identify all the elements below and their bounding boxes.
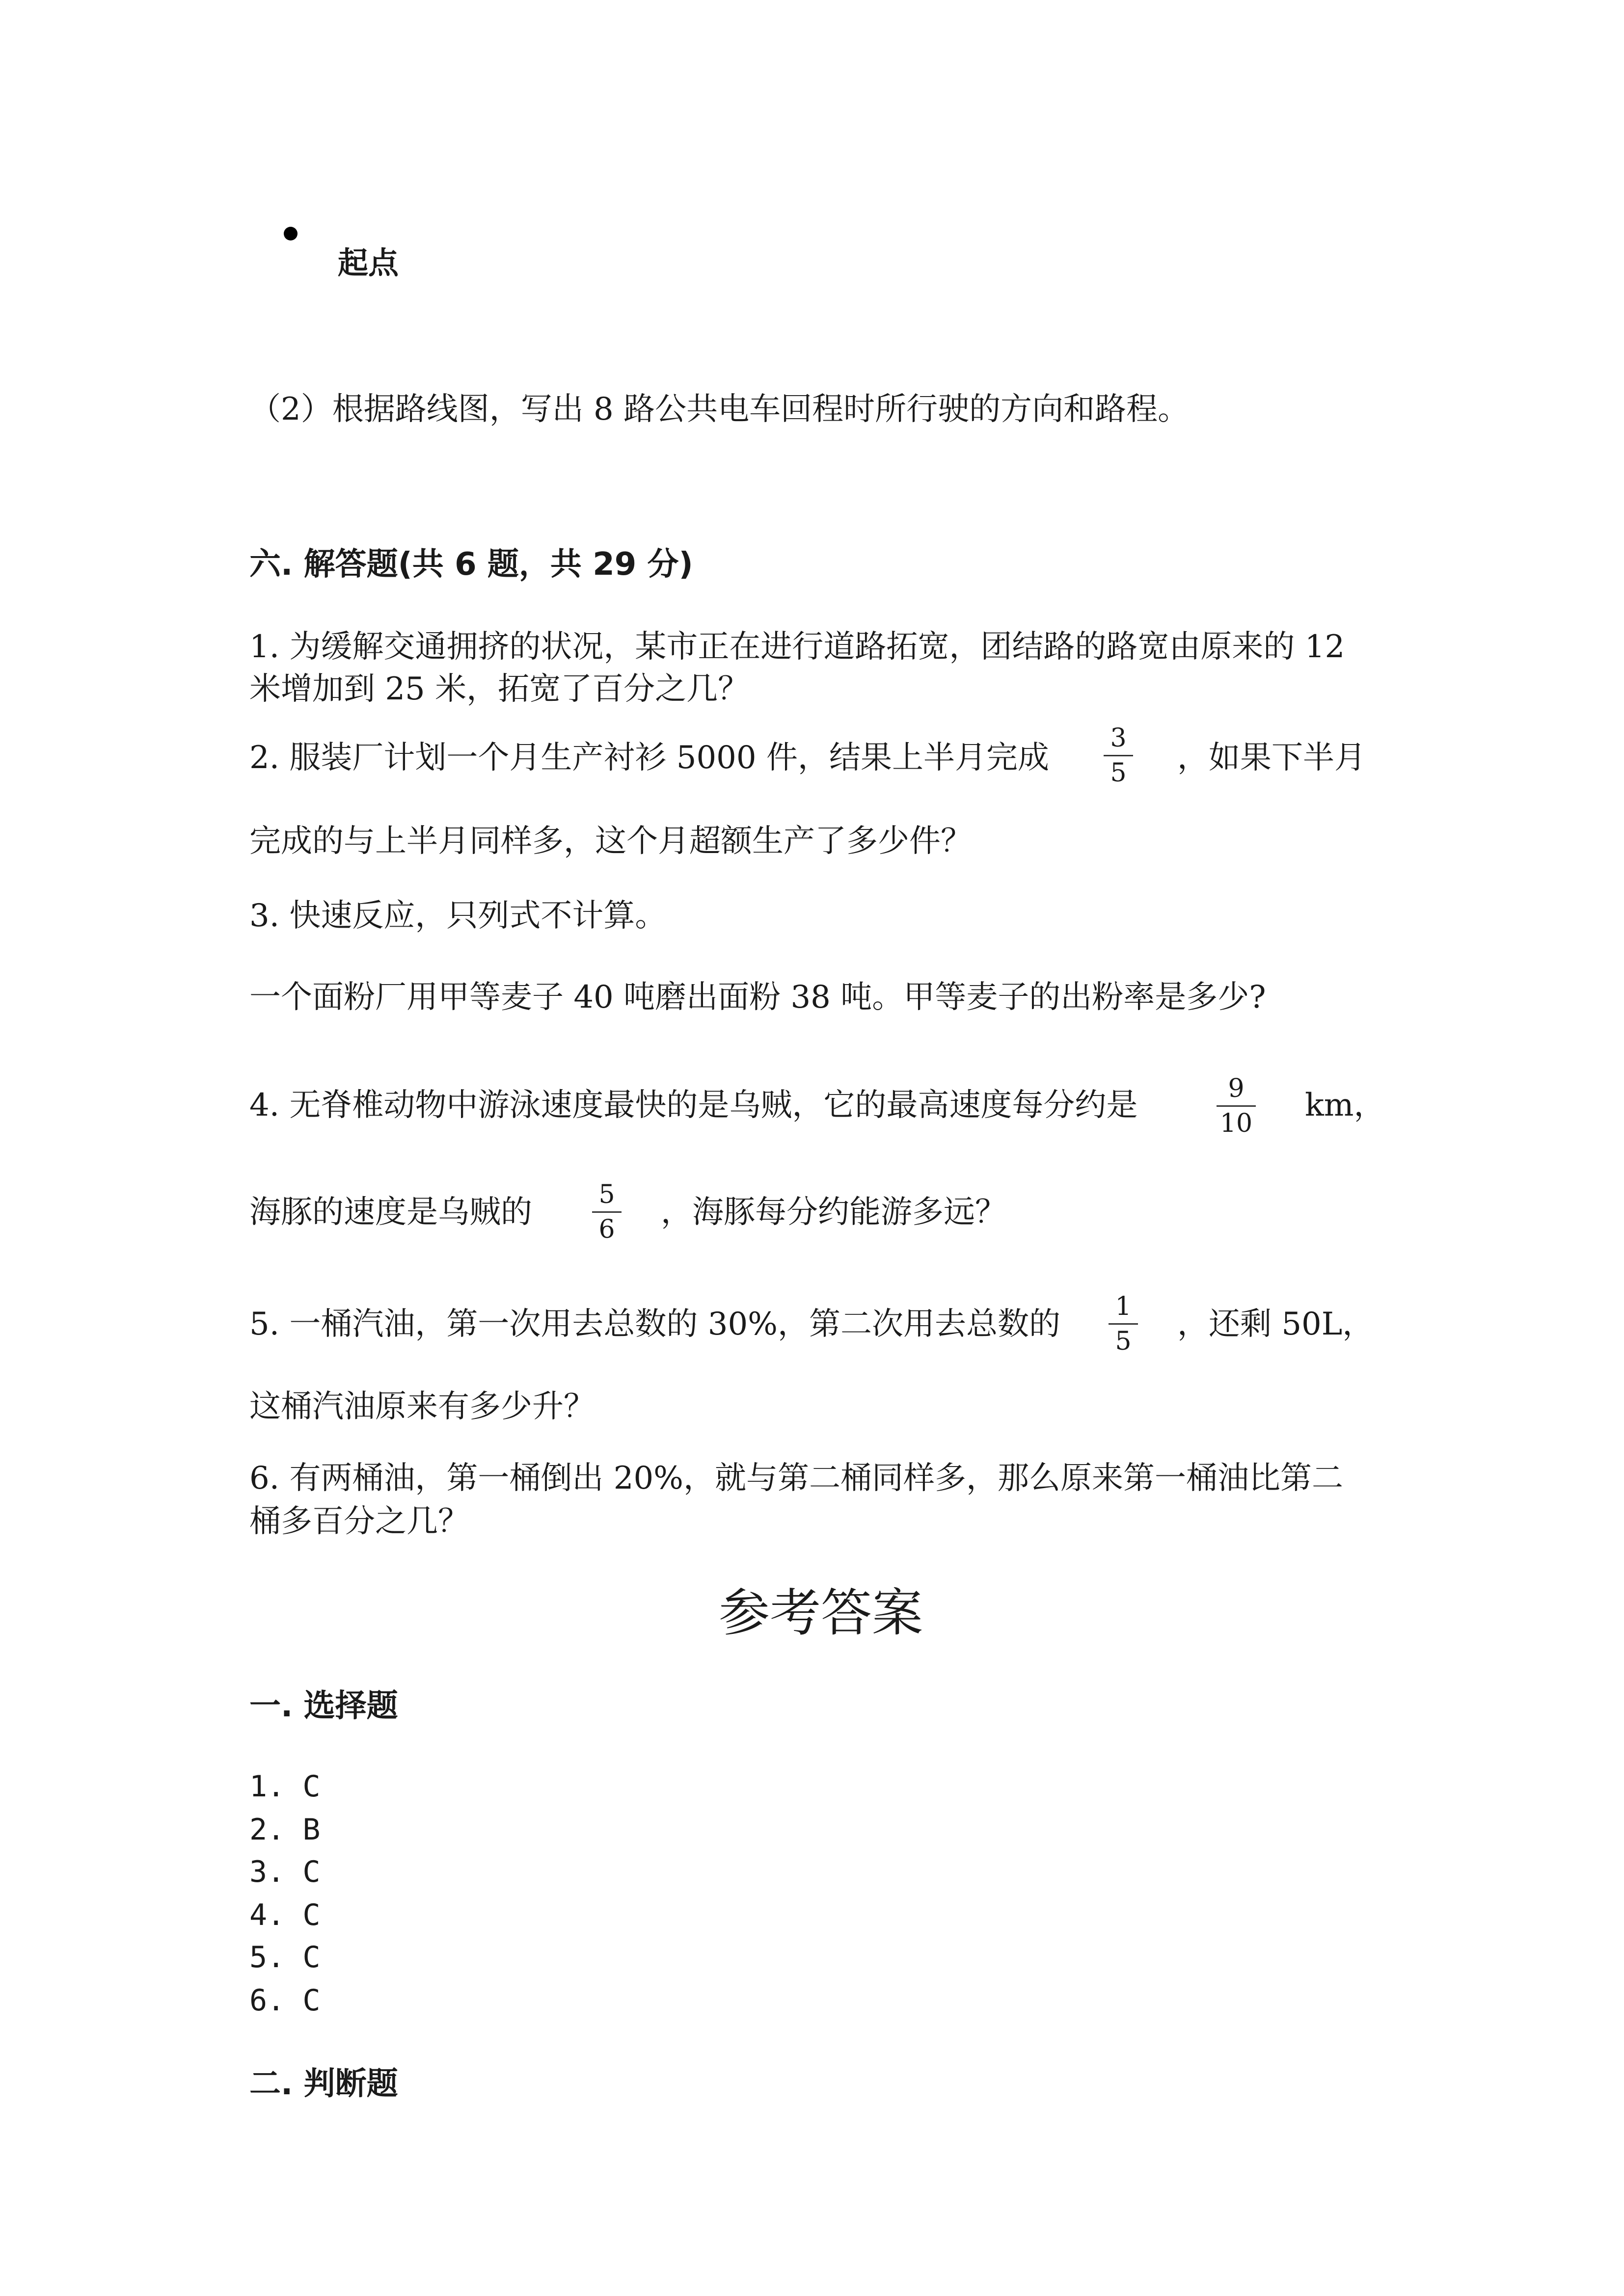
answer-item-6: 6. C: [249, 1983, 321, 2018]
answer-item-3: 3. C: [249, 1855, 321, 1889]
q5-text-part2: ，还剩 50L，: [1177, 1306, 1374, 1342]
q4-fraction1: [1217, 1076, 1256, 1136]
start-point-dot: [284, 227, 298, 240]
q2-text-part1: 2. 服装厂计划一个月生产衬衫 5000 件，结果上半月完成: [249, 740, 1049, 776]
q4-fraction2-denominator: 6: [598, 1215, 615, 1244]
q4-fraction2-bar: [592, 1211, 622, 1213]
q2-line2: 完成的与上半月同样多，这个月超额生产了多少件？: [249, 823, 972, 859]
q4-fraction2: [592, 1182, 622, 1242]
answers-section1-title: 一. 选择题: [249, 1688, 398, 1724]
q5-fraction: [1109, 1294, 1138, 1354]
q4-line2a: 海豚的速度是乌贼的: [249, 1194, 532, 1230]
q2-text-part2: ，如果下半月: [1177, 740, 1366, 776]
q5-line2: 这桶汽油原来有多少升？: [249, 1388, 595, 1425]
q4-fraction1-numerator: 9: [1228, 1074, 1245, 1103]
answer-item-2: 2. B: [249, 1813, 321, 1847]
q4-fraction1-denominator: 10: [1219, 1109, 1253, 1138]
q2-fraction-bar: [1104, 755, 1133, 756]
answers-title: 参考答案: [719, 1583, 923, 1643]
section6-title: 六. 解答题(共 6 题，共 29 分): [249, 546, 693, 583]
answer-item-5: 5. C: [249, 1940, 321, 1975]
q1-line2: 米增加到 25 米，拓宽了百分之几？: [249, 671, 750, 707]
q6-line1: 6. 有两桶油，第一桶倒出 20%，就与第二桶同样多，那么原来第一桶油比第二: [249, 1460, 1343, 1496]
answer-item-1: 1. C: [249, 1769, 321, 1804]
sub-question-2: （2）根据路线图，写出 8 路公共电车回程时所行驶的方向和路程。: [249, 391, 1190, 427]
q5-text-part1: 5. 一桶汽油，第一次用去总数的 30%，第二次用去总数的: [249, 1306, 1060, 1342]
start-point-label: 起点: [338, 245, 399, 281]
q2-fraction-denominator: 5: [1110, 758, 1127, 788]
q4-fraction1-bar: [1217, 1105, 1256, 1107]
q1-line1: 1. 为缓解交通拥挤的状况，某市正在进行道路拓宽，团结路的路宽由原来的 12: [249, 629, 1345, 665]
q2-fraction-numerator: 3: [1110, 723, 1127, 753]
answer-item-4: 4. C: [249, 1898, 321, 1932]
q2-fraction: [1104, 725, 1133, 786]
q5-fraction-bar: [1109, 1323, 1138, 1325]
q4-fraction2-numerator: 5: [598, 1180, 615, 1209]
q5-fraction-numerator: 1: [1115, 1292, 1132, 1321]
q4-line2b: ，海豚每分约能游多远？: [661, 1194, 1006, 1230]
q5-fraction-denominator: 5: [1115, 1327, 1132, 1356]
answers-section2-title: 二. 判断题: [249, 2066, 398, 2102]
q4-text-part1: 4. 无脊椎动物中游泳速度最快的是乌贼，它的最高速度每分约是: [249, 1087, 1138, 1123]
q3-line1: 3. 快速反应，只列式不计算。: [249, 898, 667, 934]
q6-line2: 桶多百分之几？: [249, 1503, 469, 1540]
q4-text-part2: km，: [1305, 1087, 1385, 1123]
q3-line2: 一个面粉厂用甲等麦子 40 吨磨出面粉 38 吨。甲等麦子的出粉率是多少?: [249, 979, 1266, 1015]
